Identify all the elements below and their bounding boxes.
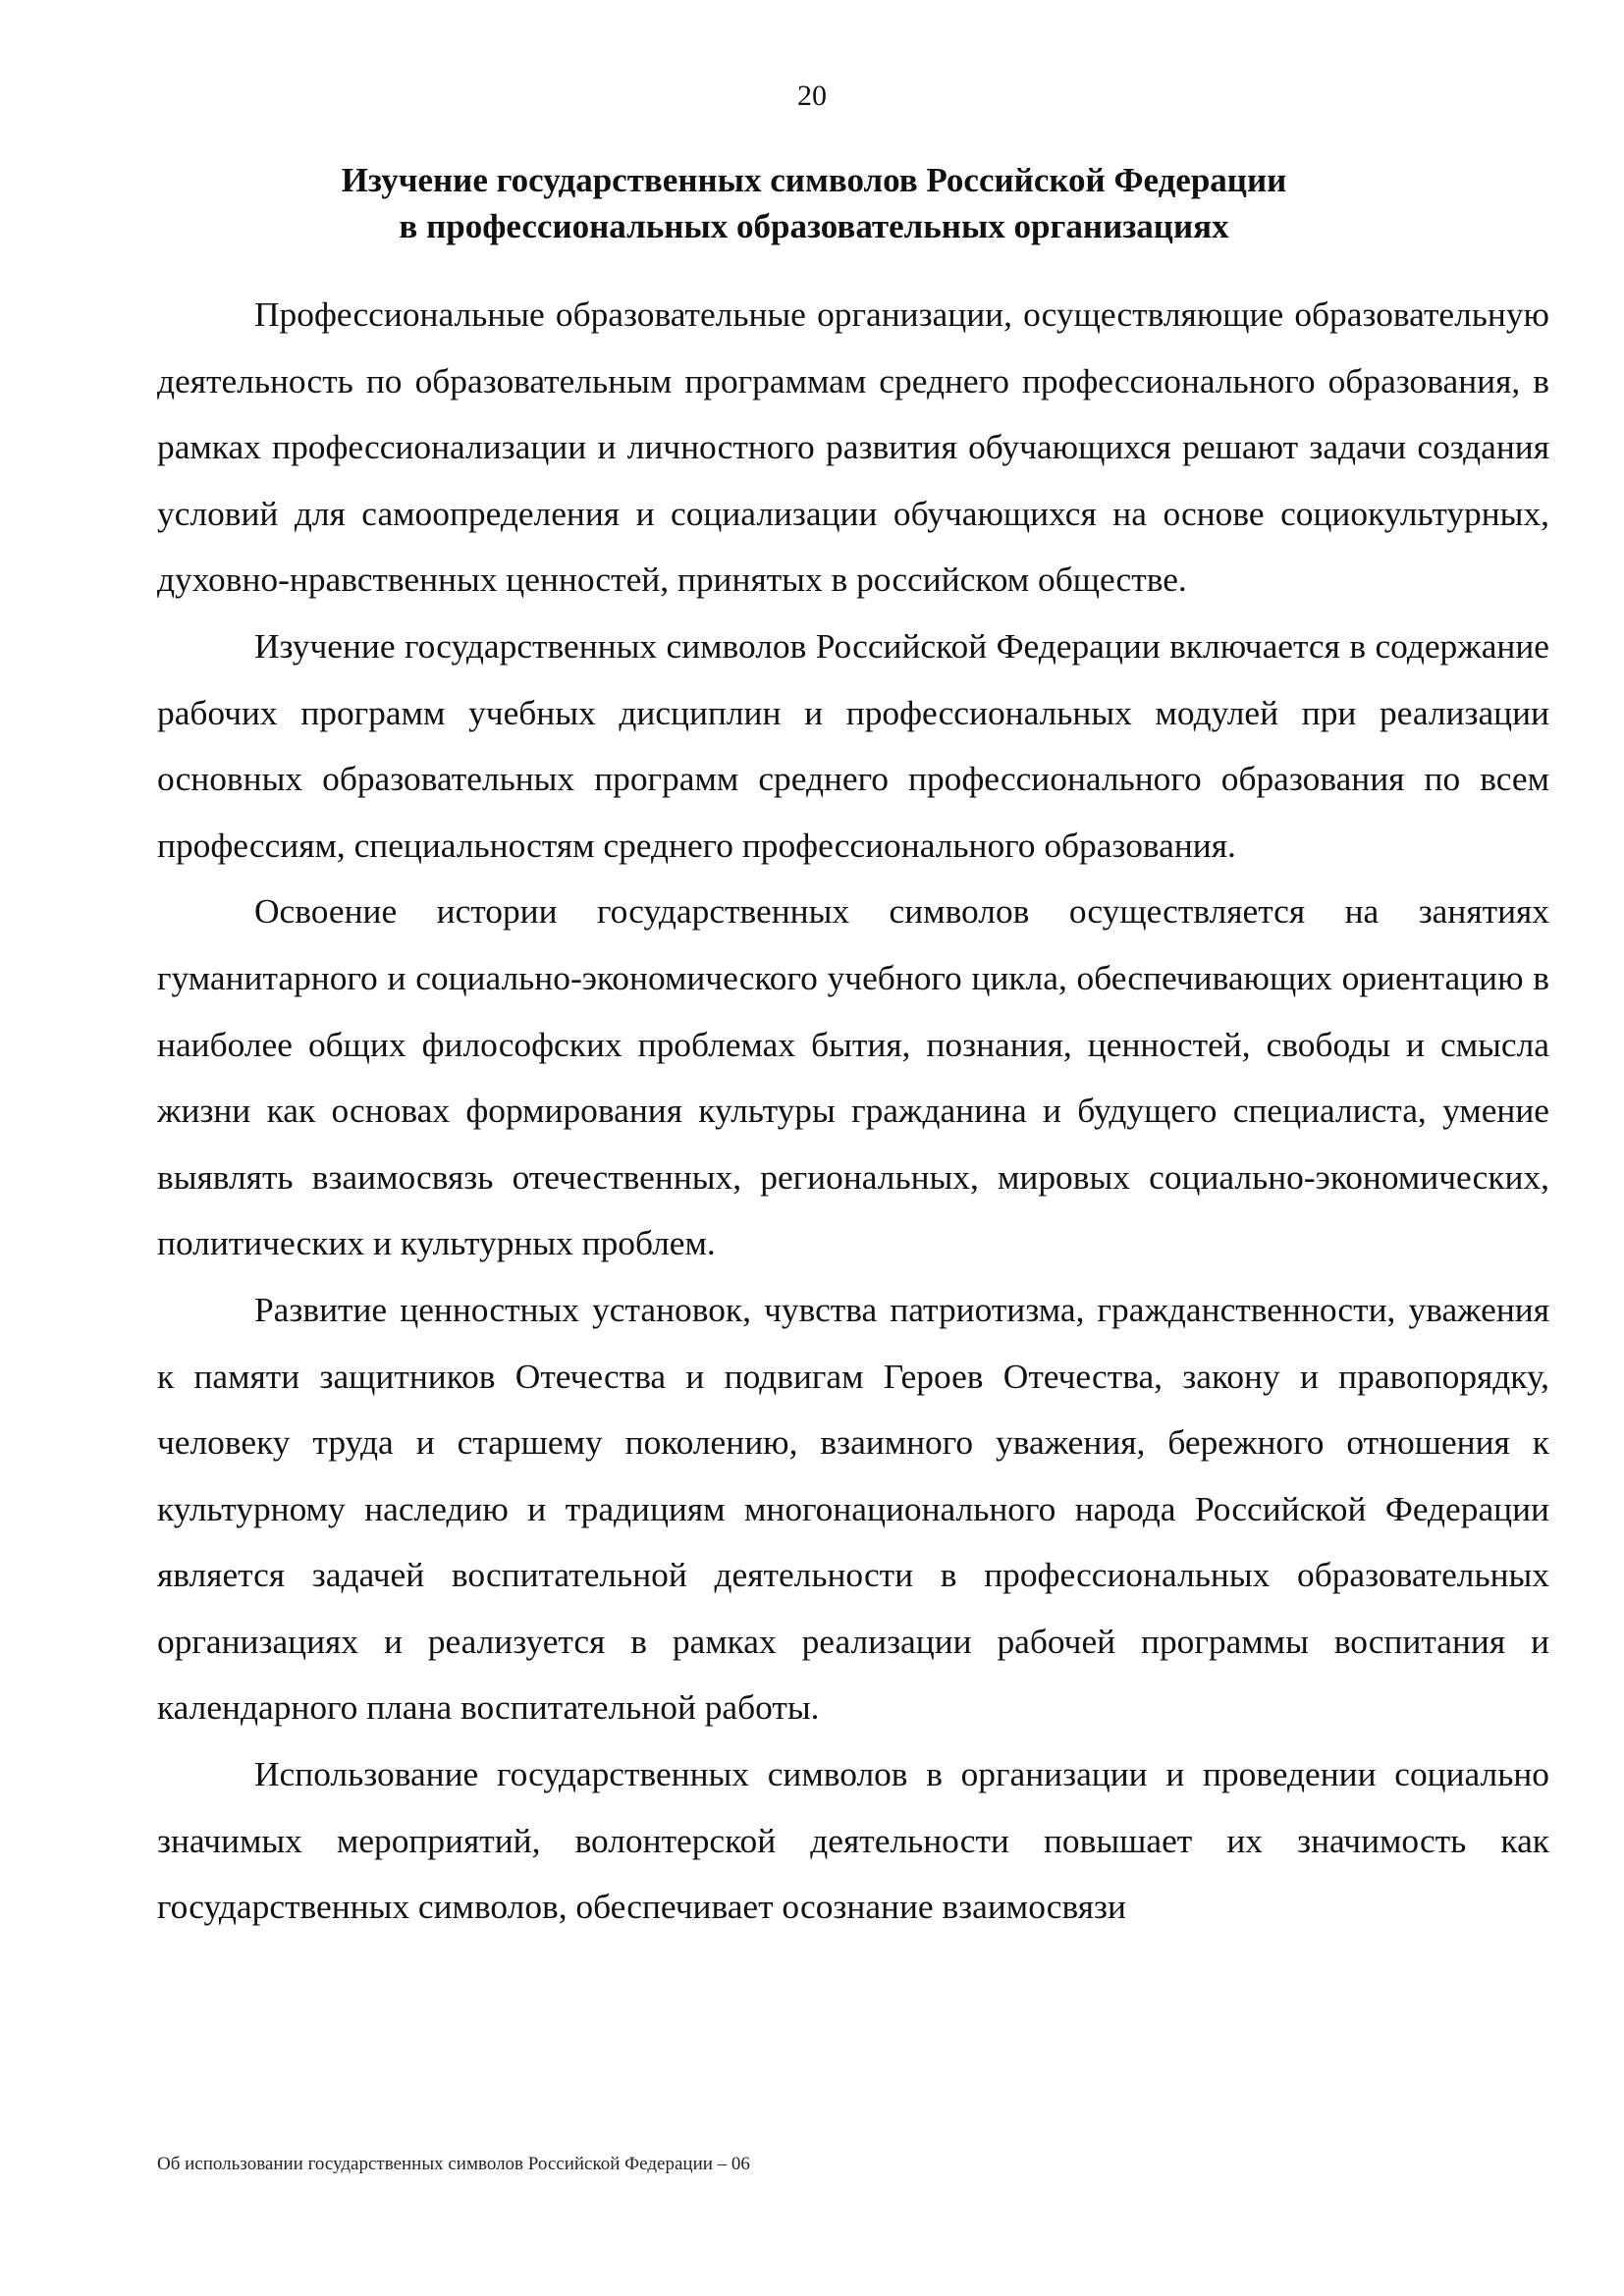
paragraph: Развитие ценностных установок, чувства патриотизма, гражданственности, уважения к памяти защитников Отечества и подвигам Героев Отечества, закону и правопорядку, человеку труда и старшему поколению, взаимного уважения, бережного отношения к культурному наследию и традициям многонационального народа Российской Федерации является задачей воспитательной деятельности в профессиональных образовательных организациях и реализуется в рамках реализации рабочей программы воспитания и календарного плана воспитательной работы. (157, 1289, 1549, 1728)
page-footer: Об использовании государственных символов Российской Федерации – 06 (157, 2154, 750, 2174)
paragraph: Профессиональные образовательные организации, осуществляющие образовательную деятельность по образовательным программам среднего профессионального образования, в рамках профессионализации и личностного развития обучающихся решают задачи создания условий для самоопределения и социализации обучающихся на основе социокультурных, духовно-нравственных ценностей, принятых в российском обществе. (157, 294, 1549, 600)
page-number: 20 (797, 80, 827, 112)
section-title-line-1: Изучение государственных символов Российской Федерации (341, 161, 1287, 199)
paragraph: Изучение государственных символов Российской Федерации включается в содержание рабочих программ учебных дисциплин и профессиональных модулей при реализации основных образовательных программ среднего профессионального образования по всем профессиям, специальностям среднего профессионального образования. (157, 625, 1549, 865)
document-body (157, 282, 1549, 1941)
section-title-line-2: в профессиональных образовательных организациях (399, 207, 1229, 245)
paragraph: Освоение истории государственных символов осуществляется на занятиях гуманитарного и социально-экономического учебного цикла, обеспечивающих ориентацию в наиболее общих философских проблемах бытия, познания, ценностей, свободы и смысла жизни как основах формирования культуры гражданина и будущего специалиста, умение выявлять взаимосвязь отечественных, региональных, мировых социально-экономических, политических и культурных проблем. (157, 891, 1549, 1263)
section-title (157, 157, 1471, 249)
paragraph: Использование государственных символов в организации и проведении социально значимых мероприятий, волонтерской деятельности повышает их значимость как государственных символов, обеспечивает осознание взаимосвязи (157, 1754, 1549, 1927)
